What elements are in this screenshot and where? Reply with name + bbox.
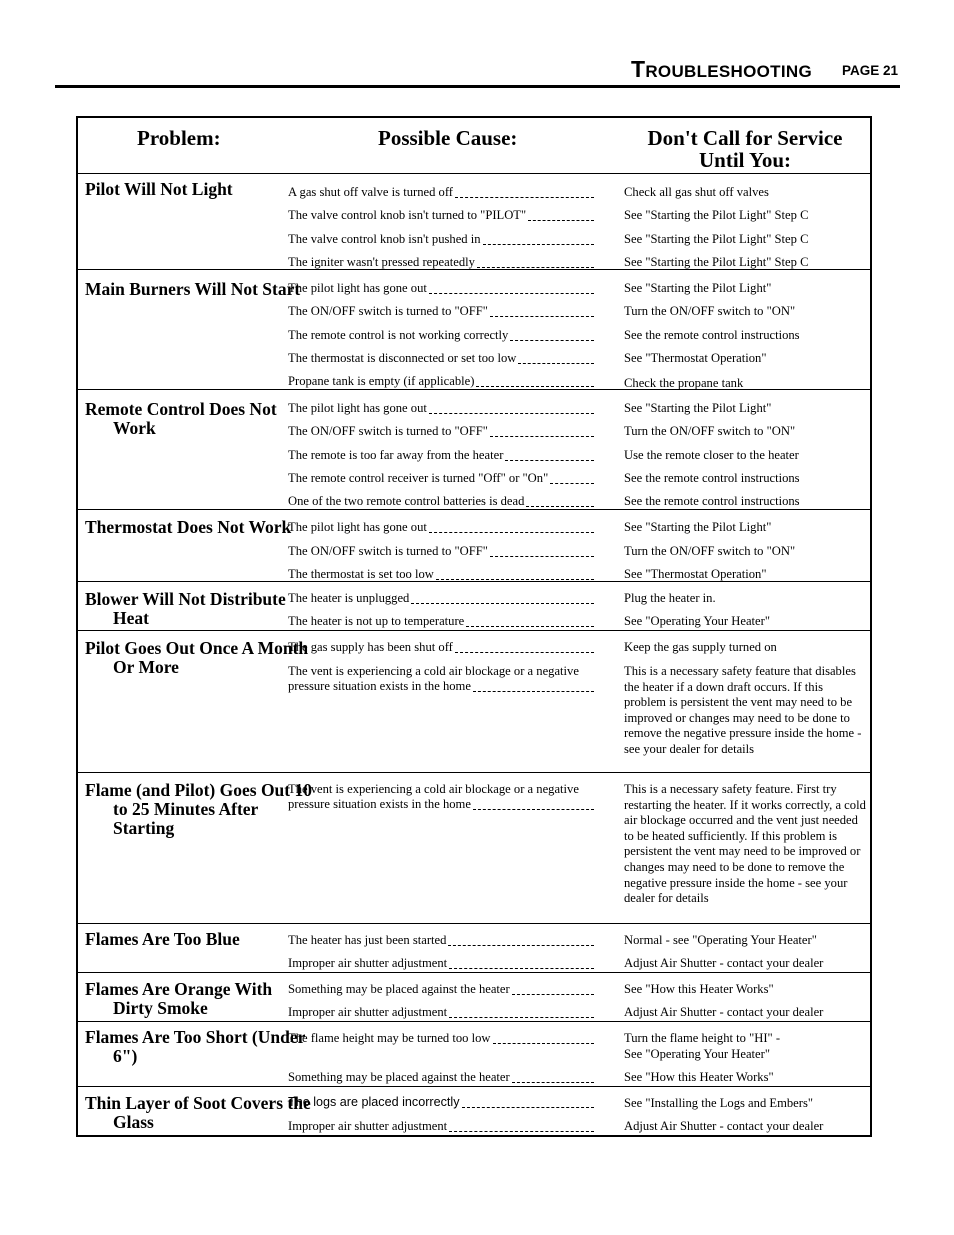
- cause-item: The valve control knob isn't pushed in: [288, 232, 613, 247]
- dot-leader: [448, 945, 594, 946]
- fix-item: See "Starting the Pilot Light": [624, 520, 772, 534]
- cause-item: The vent is experiencing a cold air blockage or a negative pressure situation exists in the home: [288, 782, 613, 812]
- troubleshooting-table: [76, 116, 872, 1137]
- cause-item: The heater is unplugged: [288, 591, 613, 606]
- problem-label: Main Burners Will Not Start: [85, 279, 301, 299]
- cause-item: The heater has just been started: [288, 933, 613, 948]
- dot-leader: [510, 340, 594, 341]
- dot-leader: [473, 691, 594, 692]
- cause-item: The remote control receiver is turned "Off" or "On": [288, 471, 613, 486]
- cause-item: The flame height may be turned too low: [288, 1031, 613, 1046]
- fix-item: See "Starting the Pilot Light" Step C: [624, 208, 809, 222]
- dot-leader: [490, 436, 594, 437]
- fix-item: Keep the gas supply turned on: [624, 640, 777, 654]
- dot-leader: [490, 316, 594, 317]
- fix-item: See the remote control instructions: [624, 471, 800, 485]
- fix-item: This is a necessary safety feature that disables the heater if a down draft occurs. If this problem is persistent the vent may need to be improved or changes may need to be done to remove the negative pressure inside the home - see your dealer for details: [624, 664, 862, 756]
- dot-leader: [449, 1017, 594, 1018]
- table-row: [78, 973, 870, 1022]
- cause-item: Something may be placed against the heater: [288, 1070, 613, 1085]
- section-title: TROUBLESHOOTING: [630, 56, 812, 82]
- dot-leader: [449, 968, 594, 969]
- cause-item: The logs are placed incorrectly: [288, 1095, 613, 1110]
- dot-leader: [466, 626, 594, 627]
- fix-item: Normal - see "Operating Your Heater": [624, 933, 817, 947]
- fix-item: Turn the ON/OFF switch to "ON": [624, 304, 796, 318]
- dot-leader: [473, 809, 594, 810]
- dot-leader: [483, 244, 594, 245]
- cause-item: The ON/OFF switch is turned to "OFF": [288, 544, 613, 559]
- dot-leader: [512, 1082, 594, 1083]
- dot-leader: [490, 556, 594, 557]
- table-header: [78, 118, 870, 174]
- dot-leader: [429, 413, 594, 414]
- dot-leader: [455, 652, 594, 653]
- table-row: [78, 773, 870, 924]
- cause-item: The remote control is not working correctly: [288, 328, 613, 343]
- cause-item: A gas shut off valve is turned off: [288, 185, 613, 200]
- fix-item: See "How this Heater Works": [624, 982, 774, 996]
- fix-item: See the remote control instructions: [624, 328, 800, 342]
- cause-item: The thermostat is disconnected or set too low: [288, 351, 613, 366]
- table-row: [78, 174, 870, 270]
- fix-item: Turn the ON/OFF switch to "ON": [624, 544, 796, 558]
- problem-label: Pilot Will Not Light: [85, 179, 233, 199]
- problem-label: Flames Are Too Short (Under 6"): [85, 1027, 306, 1066]
- problem-label: Thin Layer of Soot Covers the Glass: [85, 1093, 311, 1132]
- problem-label: Blower Will Not Distribute Heat: [85, 589, 286, 628]
- cause-item: The ON/OFF switch is turned to "OFF": [288, 424, 613, 439]
- cause-item: Improper air shutter adjustment: [288, 1119, 613, 1134]
- dot-leader: [526, 506, 594, 507]
- col-header-problem: Problem:: [137, 126, 221, 150]
- cause-item: The pilot light has gone out: [288, 401, 613, 416]
- problem-label: Flames Are Orange With Dirty Smoke: [85, 979, 273, 1018]
- dot-leader: [449, 1131, 594, 1132]
- fix-item: Turn the ON/OFF switch to "ON": [624, 424, 796, 438]
- problem-label: Pilot Goes Out Once A Month Or More: [85, 638, 309, 677]
- table-row: [78, 924, 870, 973]
- fix-item: Plug the heater in.: [624, 591, 716, 605]
- cause-item: The thermostat is set too low: [288, 567, 613, 582]
- dot-leader: [505, 460, 594, 461]
- problem-label: Flames Are Too Blue: [85, 929, 240, 949]
- cause-item: Propane tank is empty (if applicable): [288, 374, 613, 389]
- fix-item: See "Thermostat Operation": [624, 351, 767, 365]
- dot-leader: [477, 267, 594, 268]
- col-header-service: Don't Call for Service Until You:: [647, 126, 843, 172]
- cause-item: One of the two remote control batteries is dead: [288, 494, 613, 509]
- dot-leader: [429, 532, 594, 533]
- cause-item: The pilot light has gone out: [288, 281, 613, 296]
- fix-item: Adjust Air Shutter - contact your dealer: [624, 1005, 824, 1019]
- fix-item: Turn the flame height to "HI" - See "Operating Your Heater": [624, 1031, 781, 1061]
- cause-item: Something may be placed against the heater: [288, 982, 613, 997]
- dot-leader: [455, 197, 594, 198]
- table-row: [78, 1022, 870, 1087]
- fix-item: See the remote control instructions: [624, 494, 800, 508]
- table-row: [78, 390, 870, 510]
- fix-item: See "Thermostat Operation": [624, 567, 767, 581]
- dot-leader: [493, 1043, 595, 1044]
- fix-item: This is a necessary safety feature. First try restarting the heater. If it works correctly, a cold air blockage occurred and the vent just needed to be heated sufficiently. If this problem is persistent the vent may need to be improved or changes may need to be done to remove the negative pressure inside the home - see your dealer for details: [624, 782, 866, 906]
- fix-item: Check all gas shut off valves: [624, 185, 769, 199]
- dot-leader: [436, 579, 594, 580]
- dot-leader: [528, 220, 594, 221]
- fix-item: See "Starting the Pilot Light" Step C: [624, 255, 809, 269]
- cause-item: The valve control knob isn't turned to "PILOT": [288, 208, 613, 223]
- table-row: [78, 631, 870, 773]
- problem-label: Thermostat Does Not Work: [85, 517, 292, 537]
- cause-item: The heater is not up to temperature: [288, 614, 613, 629]
- dot-leader: [411, 603, 594, 604]
- problem-label: Remote Control Does Not Work: [85, 399, 277, 438]
- cause-item: Improper air shutter adjustment: [288, 1005, 613, 1020]
- table-row: [78, 582, 870, 631]
- cause-item: The pilot light has gone out: [288, 520, 613, 535]
- fix-item: See "Starting the Pilot Light" Step C: [624, 232, 809, 246]
- problem-label: Flame (and Pilot) Goes Out 10 to 25 Minutes After Starting: [85, 780, 312, 838]
- fix-item: See "Starting the Pilot Light": [624, 281, 772, 295]
- table-row: [78, 1087, 870, 1135]
- fix-item: Use the remote closer to the heater: [624, 448, 799, 462]
- dot-leader: [518, 363, 594, 364]
- fix-item: See "How this Heater Works": [624, 1070, 774, 1084]
- table-row: [78, 270, 870, 390]
- dot-leader: [462, 1107, 595, 1108]
- table-row: [78, 510, 870, 582]
- dot-leader: [512, 994, 594, 995]
- fix-item: See "Operating Your Heater": [624, 614, 770, 628]
- fix-item: See "Starting the Pilot Light": [624, 401, 772, 415]
- fix-item: Check the propane tank: [624, 376, 744, 390]
- col-header-cause: Possible Cause:: [378, 126, 518, 150]
- dot-leader: [550, 483, 594, 484]
- fix-item: See "Installing the Logs and Embers": [624, 1096, 814, 1110]
- dot-leader: [429, 293, 594, 294]
- cause-item: The vent is experiencing a cold air blockage or a negative pressure situation exists in the home: [288, 664, 613, 694]
- page-header: [55, 52, 900, 88]
- cause-item: Improper air shutter adjustment: [288, 956, 613, 971]
- dot-leader: [476, 386, 594, 387]
- cause-item: The gas supply has been shut off: [288, 640, 613, 655]
- cause-item: The igniter wasn't pressed repeatedly: [288, 255, 613, 270]
- fix-item: Adjust Air Shutter - contact your dealer: [624, 956, 824, 970]
- cause-item: The remote is too far away from the heater: [288, 448, 613, 463]
- page-number: PAGE 21: [841, 63, 898, 78]
- cause-item: The ON/OFF switch is turned to "OFF": [288, 304, 613, 319]
- fix-item: Adjust Air Shutter - contact your dealer: [624, 1119, 824, 1133]
